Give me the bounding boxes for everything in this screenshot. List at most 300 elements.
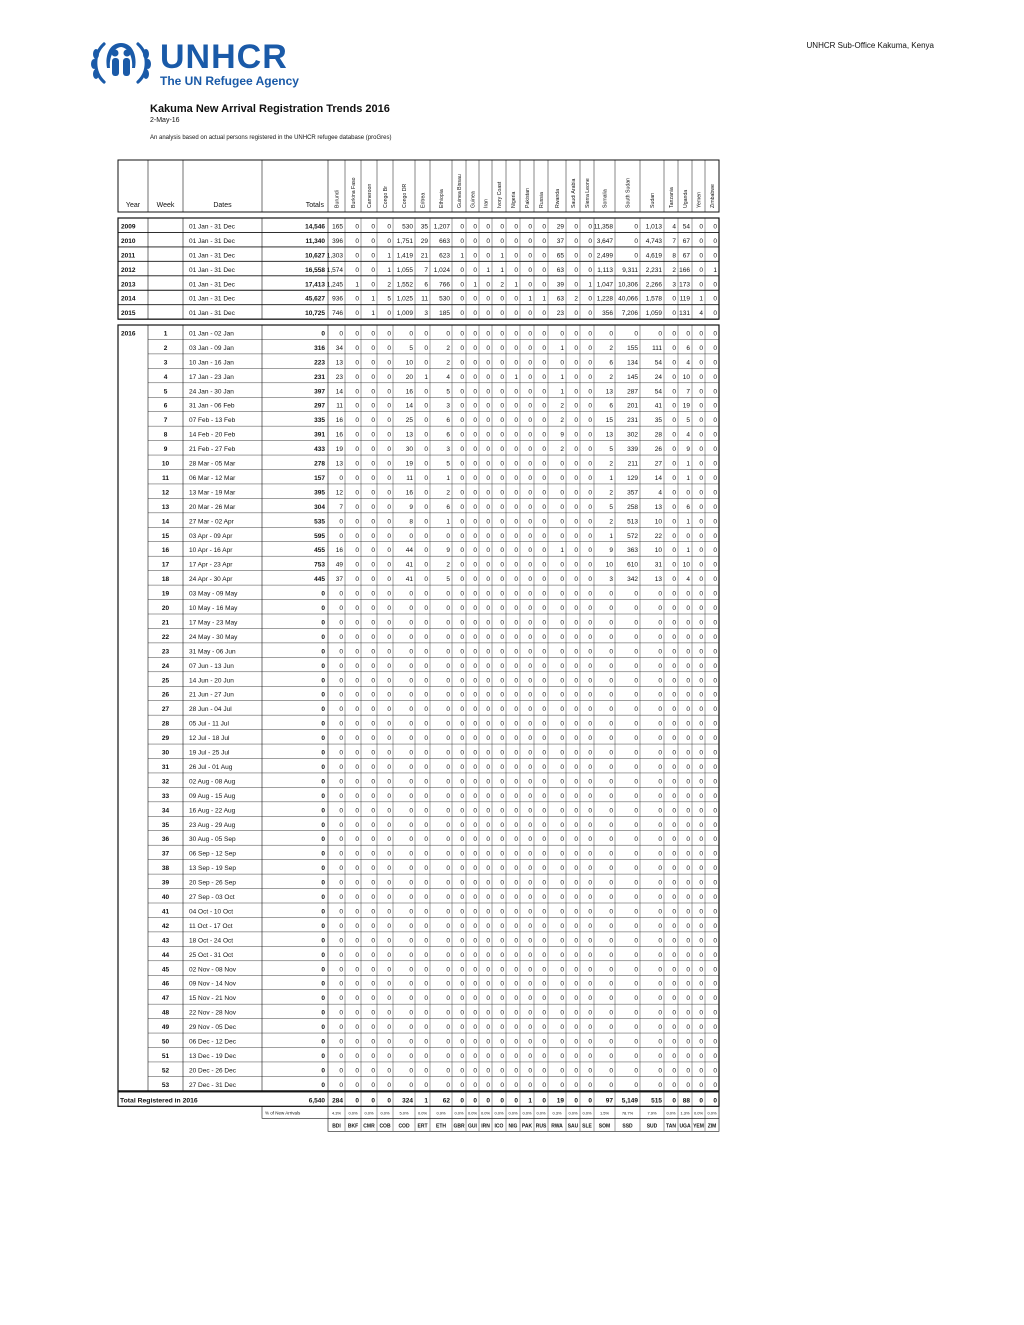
header-totals: Totals (305, 202, 324, 209)
cell-value: 0 (560, 1081, 564, 1089)
cell-value: 0 (609, 792, 613, 800)
row-total: 0 (321, 937, 325, 945)
cell-value: 0 (424, 1038, 428, 1046)
cell-value: 0 (699, 720, 703, 728)
cell-value: 0 (514, 706, 518, 714)
cell-value: 0 (371, 691, 375, 699)
cell-value: 0 (446, 605, 450, 612)
cell-value: 0 (460, 720, 464, 728)
cell-value: 0 (542, 590, 546, 598)
cell-value: 0 (446, 532, 450, 540)
cell-value: 0 (588, 763, 592, 771)
cell-value: 0 (699, 821, 703, 829)
cell-value: 0 (699, 706, 703, 714)
cell-value: 0 (424, 778, 428, 786)
row-total: 0 (321, 966, 325, 974)
cell-value: 0 (371, 836, 375, 844)
cell-value: 0 (588, 460, 592, 468)
cell-value: 4 (699, 310, 703, 318)
cell-value: 0 (528, 720, 532, 728)
cell-value: 0 (460, 310, 464, 318)
cell-value: 0 (371, 850, 375, 858)
cell-value: 0 (460, 677, 464, 685)
cell-value: 0 (713, 417, 717, 425)
cell-value: 0 (699, 922, 703, 930)
cell-value: 0 (542, 1081, 546, 1089)
cell-value: 0 (560, 894, 564, 901)
cell-value: 0 (713, 691, 717, 699)
cell-value: 0 (588, 344, 592, 352)
cell-value: 0 (486, 237, 490, 245)
cell-value: 0 (528, 417, 532, 425)
cell-value: 10 (405, 359, 413, 367)
annual-year: 2009 (121, 223, 136, 231)
cell-value: 0 (672, 373, 676, 381)
cell-value: 0 (473, 605, 477, 612)
cell-value: 0 (424, 677, 428, 685)
cell-value: 0 (658, 865, 662, 873)
cell-value: 0 (424, 1024, 428, 1032)
cell-value: 0 (713, 980, 717, 988)
cell-value: 0 (473, 561, 477, 569)
cell-value: 663 (439, 237, 450, 245)
cell-value: 0 (355, 995, 359, 1003)
cell-value: 0 (460, 417, 464, 425)
cell-value: 0 (500, 532, 504, 540)
cell-value: 0 (500, 1024, 504, 1032)
cell-value: 0 (699, 547, 703, 555)
cell-value: 0 (514, 980, 518, 988)
cell-value: 0 (542, 359, 546, 367)
week-number: 3 (163, 359, 168, 367)
cell-value: 0 (528, 446, 532, 454)
country-code: COD (398, 1123, 410, 1130)
cell-value: 0 (672, 865, 676, 873)
row-total: 0 (321, 648, 325, 656)
cell-value: 0 (486, 706, 490, 714)
row-total: 0 (321, 605, 325, 612)
cell-value: 0 (686, 330, 690, 338)
cell-value: 0 (713, 662, 717, 670)
week-dates: 03 Jan - 09 Jan (189, 344, 234, 352)
cell-value: 0 (486, 431, 490, 439)
cell-value: 0 (686, 879, 690, 887)
cell-value: 0 (658, 951, 662, 959)
cell-value: 0 (486, 252, 490, 260)
cell-value: 0 (355, 1009, 359, 1017)
cell-value: 3 (446, 446, 450, 454)
cell-value: 0 (486, 388, 490, 396)
cell-value: 0 (500, 662, 504, 670)
week-number: 46 (161, 980, 170, 988)
cell-value: 0 (514, 590, 518, 598)
cell-value: 0 (424, 359, 428, 367)
country-code: BDI (332, 1123, 341, 1130)
cell-value: 0 (658, 1067, 662, 1075)
cell-value: 0 (699, 223, 703, 231)
cell-value: 0 (460, 778, 464, 786)
cell-value: 0 (672, 474, 676, 482)
country-code: PAK (521, 1123, 533, 1130)
cell-value: 0 (514, 821, 518, 829)
cell-value: 0 (371, 388, 375, 396)
cell-value: 0 (528, 281, 532, 289)
cell-value: 7,206 (621, 310, 638, 318)
country-code: TAN (666, 1123, 676, 1130)
cell-value: 0 (609, 1024, 613, 1032)
cell-value: 0 (574, 561, 578, 569)
week-number: 15 (161, 532, 170, 540)
cell-value: 0 (355, 648, 359, 656)
cell-value: 0 (371, 547, 375, 555)
country-header: Pakistan (525, 188, 531, 208)
cell-value: 0 (574, 850, 578, 858)
cell-value: 0 (658, 735, 662, 743)
cell-value: 0 (574, 359, 578, 367)
cell-value: 0 (473, 344, 477, 352)
cell-value: 0 (634, 223, 638, 231)
cell-value: 0 (574, 951, 578, 959)
cell-value: 0 (658, 605, 662, 612)
country-code: BKF (347, 1123, 359, 1130)
week-number: 40 (161, 894, 170, 901)
cell-value: 0 (686, 633, 690, 641)
cell-value: 0 (634, 836, 638, 844)
cell-value: 0 (387, 792, 391, 800)
cell-value: 0 (574, 373, 578, 381)
cell-value: 0 (355, 330, 359, 338)
cell-value: 0 (514, 547, 518, 555)
cell-value: 0 (460, 619, 464, 627)
percent-value: 0.0% (348, 1110, 358, 1116)
cell-value: 0 (588, 417, 592, 425)
cell-value: 13 (605, 431, 613, 439)
cell-value: 0 (446, 778, 450, 786)
cell-value: 0 (460, 980, 464, 988)
week-dates: 16 Aug - 22 Aug (189, 807, 236, 815)
cell-value: 0 (460, 474, 464, 482)
week-dates: 27 Sep - 03 Oct (189, 894, 235, 901)
cell-value: 0 (528, 980, 532, 988)
cell-value: 0 (473, 489, 477, 497)
cell-value: 0 (355, 417, 359, 425)
cell-value: 0 (387, 532, 391, 540)
week-number: 49 (161, 1024, 170, 1032)
cell-value: 0 (574, 1009, 578, 1017)
cell-value: 0 (574, 821, 578, 829)
cell-value: 0 (473, 937, 477, 945)
cell-value: 0 (574, 532, 578, 540)
cell-value: 3,647 (596, 237, 613, 245)
cell-value: 0 (514, 720, 518, 728)
cell-value: 0 (699, 576, 703, 584)
cell-value: 0 (355, 266, 359, 274)
cell-value: 0 (500, 922, 504, 930)
cell-value: 0 (446, 850, 450, 858)
cell-value: 0 (672, 763, 676, 771)
cell-value: 0 (339, 720, 343, 728)
cell-value: 0 (713, 922, 717, 930)
cell-value: 0 (528, 344, 532, 352)
cell-value: 0 (514, 951, 518, 959)
cell-value: 0 (473, 691, 477, 699)
cell-value: 0 (339, 605, 343, 612)
cell-value: 173 (679, 281, 690, 289)
cell-value: 0 (446, 879, 450, 887)
cell-value: 0 (574, 310, 578, 318)
cell-value: 0 (528, 836, 532, 844)
cell-value: 0 (542, 836, 546, 844)
week-dates: 17 Jan - 23 Jan (189, 373, 234, 381)
cell-value: 0 (699, 359, 703, 367)
cell-value: 0 (460, 518, 464, 526)
row-total: 0 (321, 691, 325, 699)
cell-value: 1 (609, 532, 613, 540)
cell-value: 0 (409, 633, 413, 641)
cell-value: 0 (486, 402, 490, 410)
cell-value: 0 (588, 237, 592, 245)
cell-value: 0 (355, 850, 359, 858)
cell-value: 0 (339, 879, 343, 887)
cell-value: 0 (500, 446, 504, 454)
cell-value: 0 (699, 792, 703, 800)
cell-value: 0 (560, 330, 564, 338)
cell-value: 0 (371, 735, 375, 743)
cell-value: 0 (713, 633, 717, 641)
cell-value: 0 (658, 850, 662, 858)
cell-value: 13 (405, 431, 413, 439)
cell-value: 0 (588, 474, 592, 482)
cell-value: 0 (486, 281, 490, 289)
cell-value: 0 (371, 373, 375, 381)
cell-value: 0 (713, 446, 717, 454)
week-dates: 09 Aug - 15 Aug (189, 792, 236, 800)
cell-value: 0 (699, 1038, 703, 1046)
cell-value: 25 (405, 417, 413, 425)
cell-value: 0 (542, 1067, 546, 1075)
cell-value: 0 (486, 605, 490, 612)
cell-value: 0 (355, 763, 359, 771)
cell-value: 0 (699, 431, 703, 439)
cell-value: 0 (473, 677, 477, 685)
cell-value: 1 (460, 252, 464, 260)
cell-value: 0 (500, 237, 504, 245)
annual-year: 2014 (121, 295, 136, 303)
week-dates: 06 Dec - 12 Dec (189, 1038, 236, 1046)
cell-value: 0 (500, 778, 504, 786)
cell-value: 1 (355, 281, 359, 289)
week-dates: 20 Dec - 26 Dec (189, 1067, 236, 1075)
cell-value: 0 (713, 252, 717, 260)
cell-value: 0 (460, 1081, 464, 1089)
cell-value: 0 (699, 633, 703, 641)
cell-value: 0 (460, 388, 464, 396)
cell-value: 0 (686, 792, 690, 800)
cell-value: 0 (528, 937, 532, 945)
cell-value: 0 (672, 417, 676, 425)
cell-value: 0 (713, 590, 717, 598)
cell-value: 0 (460, 460, 464, 468)
cell-value: 0 (588, 388, 592, 396)
week-dates: 03 Apr - 09 Apr (189, 532, 233, 540)
cell-value: 2 (609, 373, 613, 381)
cell-value: 0 (339, 735, 343, 743)
cell-value: 9 (409, 503, 413, 511)
cell-value: 0 (528, 894, 532, 901)
cell-value: 0 (574, 417, 578, 425)
cell-value: 0 (486, 792, 490, 800)
cell-value: 0 (371, 807, 375, 815)
cell-value: 0 (609, 662, 613, 670)
cell-value: 1 (560, 388, 564, 396)
cell-value: 0 (446, 677, 450, 685)
cell-value: 0 (473, 1097, 477, 1105)
cell-value: 4 (658, 489, 662, 497)
cell-value: 23 (335, 373, 343, 381)
cell-value: 1 (560, 547, 564, 555)
cell-value: 0 (446, 1081, 450, 1089)
cell-value: 0 (574, 691, 578, 699)
cell-value: 0 (486, 561, 490, 569)
cell-value: 0 (371, 431, 375, 439)
cell-value: 0 (686, 1009, 690, 1017)
cell-value: 0 (542, 879, 546, 887)
cell-value: 0 (699, 373, 703, 381)
cell-value: 0 (588, 677, 592, 685)
cell-value: 0 (528, 402, 532, 410)
cell-value: 4 (686, 431, 690, 439)
cell-value: 0 (699, 1067, 703, 1075)
cell-value: 0 (460, 807, 464, 815)
cell-value: 0 (699, 865, 703, 873)
cell-value: 0 (514, 1009, 518, 1017)
week-dates: 19 Jul - 25 Jul (189, 749, 230, 757)
percent-value: 0.0% (467, 1110, 478, 1116)
cell-value: 0 (713, 330, 717, 338)
cell-value: 0 (713, 237, 717, 245)
cell-value: 0 (658, 590, 662, 598)
cell-value: 0 (486, 720, 490, 728)
country-code: IRN (481, 1123, 490, 1130)
cell-value: 0 (574, 937, 578, 945)
cell-value: 0 (542, 281, 546, 289)
cell-value: 0 (473, 532, 477, 540)
cell-value: 1,574 (326, 266, 343, 274)
weekly-year: 2016 (121, 330, 136, 338)
cell-value: 0 (574, 1081, 578, 1089)
cell-value: 0 (500, 460, 504, 468)
cell-value: 0 (588, 402, 592, 410)
cell-value: 0 (574, 503, 578, 511)
cell-value: 0 (409, 966, 413, 974)
annual-dates: 01 Jan - 31 Dec (189, 252, 235, 260)
cell-value: 0 (672, 908, 676, 916)
week-number: 10 (161, 460, 170, 468)
cell-value: 0 (713, 605, 717, 612)
cell-value: 0 (387, 330, 391, 338)
cell-value: 3 (424, 310, 428, 318)
cell-value: 0 (473, 1009, 477, 1017)
cell-value: 0 (609, 763, 613, 771)
cell-value: 0 (699, 402, 703, 410)
cell-value: 0 (460, 908, 464, 916)
cell-value: 0 (686, 778, 690, 786)
cell-value: 0 (486, 836, 490, 844)
cell-value: 0 (500, 1097, 504, 1105)
cell-value: 0 (355, 460, 359, 468)
cell-value: 0 (528, 605, 532, 612)
cell-value: 0 (424, 388, 428, 396)
cell-value: 0 (672, 951, 676, 959)
cell-value: 1 (500, 266, 504, 274)
cell-value: 0 (500, 966, 504, 974)
cell-value: 1 (446, 474, 450, 482)
week-dates: 24 Apr - 30 Apr (189, 576, 233, 584)
cell-value: 0 (473, 223, 477, 231)
cell-value: 0 (424, 966, 428, 974)
cell-value: 3 (609, 576, 613, 584)
cell-value: 0 (409, 922, 413, 930)
cell-value: 0 (672, 706, 676, 714)
cell-value: 0 (486, 417, 490, 425)
cell-value: 0 (355, 792, 359, 800)
cell-value: 0 (713, 821, 717, 829)
cell-value: 0 (560, 677, 564, 685)
cell-value: 5 (409, 344, 413, 352)
cell-value: 0 (672, 980, 676, 988)
cell-value: 1,245 (326, 281, 343, 289)
cell-value: 5 (609, 446, 613, 454)
country-header: Guinea (470, 191, 477, 208)
cell-value: 0 (500, 295, 504, 303)
cell-value: 0 (486, 373, 490, 381)
cell-value: 0 (446, 908, 450, 916)
cell-value: 2 (387, 281, 391, 289)
cell-value: 10 (682, 561, 690, 569)
cell-value: 0 (514, 532, 518, 540)
cell-value: 0 (500, 792, 504, 800)
cell-value: 530 (402, 223, 413, 231)
row-total: 0 (321, 1081, 325, 1089)
cell-value: 1 (514, 281, 518, 289)
percent-value: 5.0% (399, 1110, 409, 1116)
cell-value: 0 (609, 995, 613, 1003)
cell-value: 572 (627, 532, 638, 540)
cell-value: 0 (672, 720, 676, 728)
cell-value: 0 (574, 252, 578, 260)
cell-value: 0 (699, 951, 703, 959)
cell-value: 0 (339, 821, 343, 829)
cell-value: 6 (609, 402, 613, 410)
cell-value: 0 (387, 344, 391, 352)
cell-value: 0 (355, 807, 359, 815)
cell-value: 0 (574, 633, 578, 641)
cell-value: 0 (387, 1052, 391, 1060)
cell-value: 0 (486, 489, 490, 497)
row-total: 0 (321, 706, 325, 714)
cell-value: 0 (514, 807, 518, 815)
cell-value: 0 (424, 879, 428, 887)
cell-value: 16 (405, 388, 413, 396)
cell-value: 0 (574, 474, 578, 482)
percent-value: 4.3% (331, 1110, 342, 1116)
cell-value: 0 (514, 691, 518, 699)
cell-value: 0 (387, 503, 391, 511)
cell-value: 0 (686, 1081, 690, 1089)
cell-value: 0 (409, 648, 413, 656)
cell-value: 0 (460, 344, 464, 352)
cell-value: 0 (528, 763, 532, 771)
